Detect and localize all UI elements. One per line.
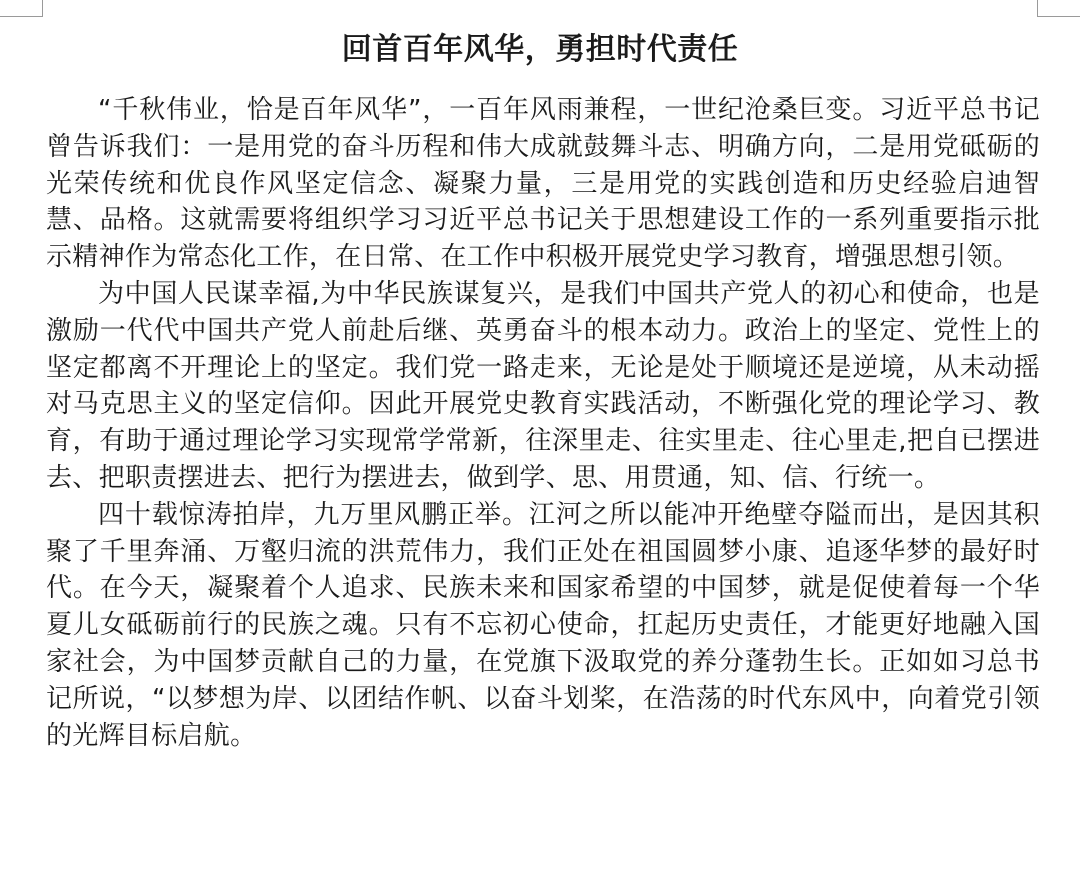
crop-mark-top-left <box>0 0 43 17</box>
paragraph-1: “千秋伟业，恰是百年风华”，一百年风雨兼程，一世纪沧桑巨变。习近平总书记曾告诉我们：一是用党的奋斗历程和伟大成就鼓舞斗志、明确方向，二是用党砥砺的光荣传统和优良作风坚定信念、凝聚力量，三是用党的实践创造和历史经验启迪智慧、品格。这就需要将组织学习习近平总书记关于思想建设工作的一系列重要指示批示精神作为常态化工作，在日常、在工作中积极开展党史学习教育，增强思想引领。 <box>46 95 1040 273</box>
paragraph-2: 为中国人民谋幸福,为中华民族谋复兴，是我们中国共产党人的初心和使命，也是激励一代代中国共产党人前赴后继、英勇奋斗的根本动力。政治上的坚定、党性上的坚定都离不开理论上的坚定。我们党一路走来，无论是处于顺境还是逆境，从未动摇对马克思主义的坚定信仰。因此开展党史教育实践活动，不断强化党的理论学习、教育，有助于通过理论学习实现常学常新，往深里走、往实里走、往心里走,把自已摆进去、把职责摆进去、把行为摆进去，做到学、思、用贯通，知、信、行统一。 <box>46 278 1040 493</box>
paragraph-3: 四十载惊涛拍岸，九万里风鹏正举。江河之所以能冲开绝壁夺隘而出，是因其积聚了千里奔涌、万壑归流的洪荒伟力，我们正处在祖国圆梦小康、追逐华梦的最好时代。在今天，凝聚着个人追求、民族未来和国家希望的中国梦，就是促使着每一个华夏儿女砥砺前行的民族之魂。只有不忘初心使命，扛起历史责任，才能更好地融入国家社会，为中国梦贡献自己的力量，在党旗下汲取党的养分蓬勃生长。正如如习总书记所说，“以梦想为岸、以团结作帆、以奋斗划桨，在浩荡的时代东风中，向着党引领的光辉目标启航。 <box>46 499 1040 751</box>
document-title: 回首百年风华，勇担时代责任 <box>341 32 739 67</box>
crop-mark-top-right <box>1037 0 1080 17</box>
document-body <box>46 92 1040 754</box>
